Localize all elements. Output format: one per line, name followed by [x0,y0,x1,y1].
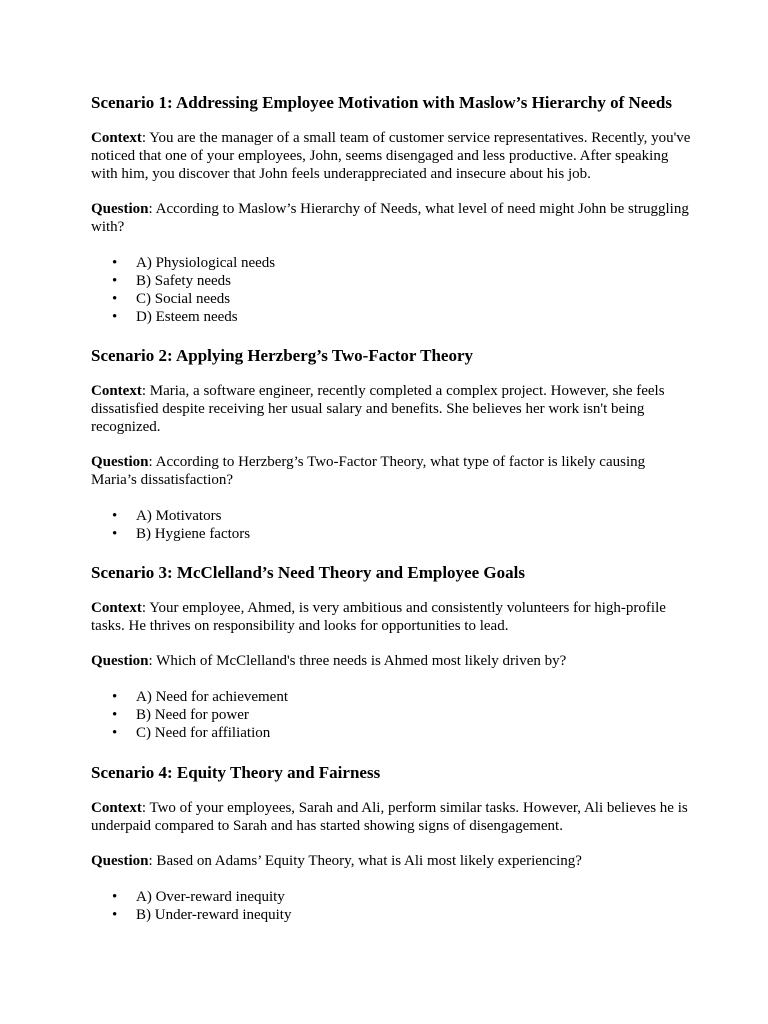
context-label: Context [91,130,142,146]
question-paragraph [91,652,691,670]
option-text: A) Over-reward inequity [136,889,285,905]
bullet-icon: • [112,725,118,741]
context-label: Context [91,800,142,816]
scenario-heading: Scenario 3: McClelland’s Need Theory and Employee Goals [91,563,525,582]
option-item [91,724,691,742]
scenario-3 [91,563,691,742]
option-item [91,254,691,272]
option-item [91,507,691,525]
option-text: B) Hygiene factors [136,526,251,542]
context-text: : You are the manager of a small team of customer service representatives. Recently, you've noticed that one of your employees, John, seems disengaged and less productive. After speaking with him, you discover that John feels underappreciated and insecure about his job. [91,130,691,182]
options-list [91,688,691,742]
context-label: Context [91,600,142,616]
bullet-icon: • [112,273,118,289]
option-text: A) Physiological needs [136,255,276,271]
scenario-1 [91,93,691,326]
question-text: : According to Herzberg’s Two-Factor Theory, what type of factor is likely causing Maria’s dissatisfaction? [91,454,646,488]
option-text: A) Need for achievement [136,689,289,705]
scenario-heading: Scenario 4: Equity Theory and Fairness [91,763,381,782]
option-text: B) Under-reward inequity [136,907,292,923]
bullet-icon: • [112,689,118,705]
question-label: Question [91,201,149,217]
bullet-icon: • [112,889,118,905]
bullet-icon: • [112,526,118,542]
question-text: : According to Maslow’s Hierarchy of Needs, what level of need might John be struggling with? [91,201,689,235]
option-item [91,906,691,924]
option-text: C) Social needs [136,291,231,307]
option-item [91,688,691,706]
question-label: Question [91,454,149,470]
scenario-heading: Scenario 2: Applying Herzberg’s Two-Factor Theory [91,346,473,365]
options-list [91,254,691,326]
question-paragraph [91,852,691,870]
option-item [91,706,691,724]
context-label: Context [91,383,142,399]
option-item [91,525,691,543]
question-text: : Based on Adams’ Equity Theory, what is Ali most likely experiencing? [148,853,582,869]
bullet-icon: • [112,907,118,923]
option-item [91,888,691,906]
bullet-icon: • [112,309,118,325]
scenario-2 [91,346,691,543]
bullet-icon: • [112,508,118,524]
bullet-icon: • [112,707,118,723]
context-paragraph [91,129,691,183]
options-list [91,507,691,543]
option-item [91,308,691,326]
context-paragraph [91,799,691,835]
context-text: : Your employee, Ahmed, is very ambitious and consistently volunteers for high-profile tasks. He thrives on responsibility and looks for opportunities to lead. [91,600,666,634]
scenario-heading: Scenario 1: Addressing Employee Motivation with Maslow’s Hierarchy of Needs [91,93,672,112]
context-paragraph [91,599,691,635]
bullet-icon: • [112,255,118,271]
option-item [91,272,691,290]
question-text: : Which of McClelland's three needs is Ahmed most likely driven by? [148,653,567,669]
option-text: A) Motivators [136,508,222,524]
context-text: : Maria, a software engineer, recently completed a complex project. However, she feels dissatisfied despite receiving her usual salary and benefits. She believes her work isn't being recognized. [91,383,665,435]
option-text: D) Esteem needs [136,309,238,325]
options-list [91,888,691,924]
question-paragraph [91,453,691,489]
scenario-4 [91,763,691,924]
question-label: Question [91,853,149,869]
question-label: Question [91,653,149,669]
context-text: : Two of your employees, Sarah and Ali, perform similar tasks. However, Ali believes he is underpaid compared to Sarah and has started showing signs of disengagement. [91,800,688,834]
context-paragraph [91,382,691,436]
question-paragraph [91,200,691,236]
option-text: B) Need for power [136,707,249,723]
option-text: B) Safety needs [136,273,231,289]
option-text: C) Need for affiliation [136,725,271,741]
option-item [91,290,691,308]
bullet-icon: • [112,291,118,307]
